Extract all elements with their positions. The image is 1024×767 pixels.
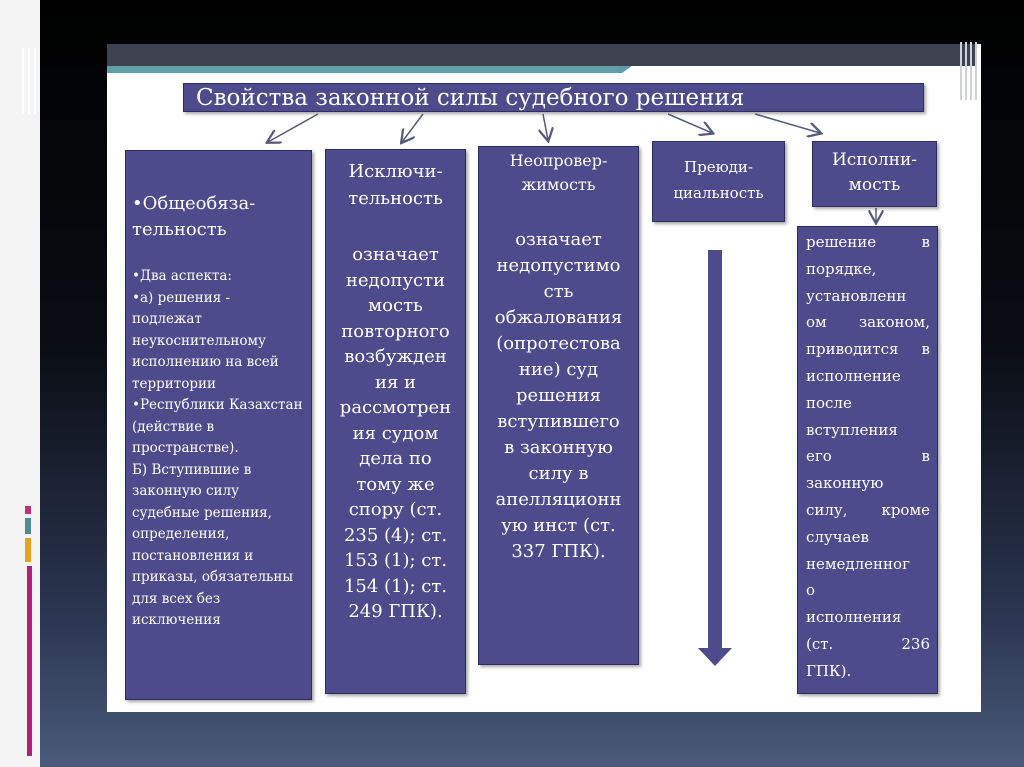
column-body: •Два аспекта: •а) решения - подлежат неукоснительному исполнению на всей территории •Республики Казахстан (действие в пространстве). Б) Вступившие в законную силу судебные решения, определения, постановления и приказы, обязательны для всех без исключения	[132, 268, 303, 628]
column-box-2	[325, 149, 466, 694]
big-down-arrow-head	[698, 648, 732, 666]
column-body: решение в порядке, установленн ом законом, приводится в исполнение после вступления его в законную силу, кроме случаев немедленног о исполнения (ст. 236 ГПК).	[806, 233, 930, 680]
column-box-4	[652, 141, 785, 222]
column-box-5-header	[812, 141, 937, 207]
arrow-to-col5	[755, 114, 820, 133]
arrow-to-col3	[543, 114, 548, 140]
column-heading: Исполни- мость	[831, 150, 918, 195]
column-body: означает недопустимо сть обжалования (опротестова ние) суд решения вступившего в законную силу в апелляционн ую инст (ст. 337 ГПК).	[494, 229, 623, 562]
arrow-to-col1	[268, 114, 318, 142]
diagram-title: Свойства законной силы судебного решения	[183, 83, 924, 112]
column-box-1	[125, 150, 312, 700]
column-heading: Исключи- тельность	[348, 161, 443, 209]
column-box-5-body	[797, 226, 938, 694]
column-heading: •Общеобяза- тельность	[132, 193, 256, 240]
column-box-3	[478, 146, 639, 665]
column-heading: Преюди- циальность	[673, 158, 764, 202]
column-heading: Неопровер- жимость	[509, 151, 608, 194]
big-down-arrow-shaft	[708, 250, 722, 650]
column-body: означает недопусти мость повторного возбужден ия и рассмотрен ия судом дела по тому же спору (ст. 235 (4); ст. 153 (1); ст. 154 (1); ст. 249 ГПК).	[339, 244, 452, 622]
arrow-to-col2	[402, 114, 423, 142]
arrow-to-col4	[668, 114, 712, 133]
